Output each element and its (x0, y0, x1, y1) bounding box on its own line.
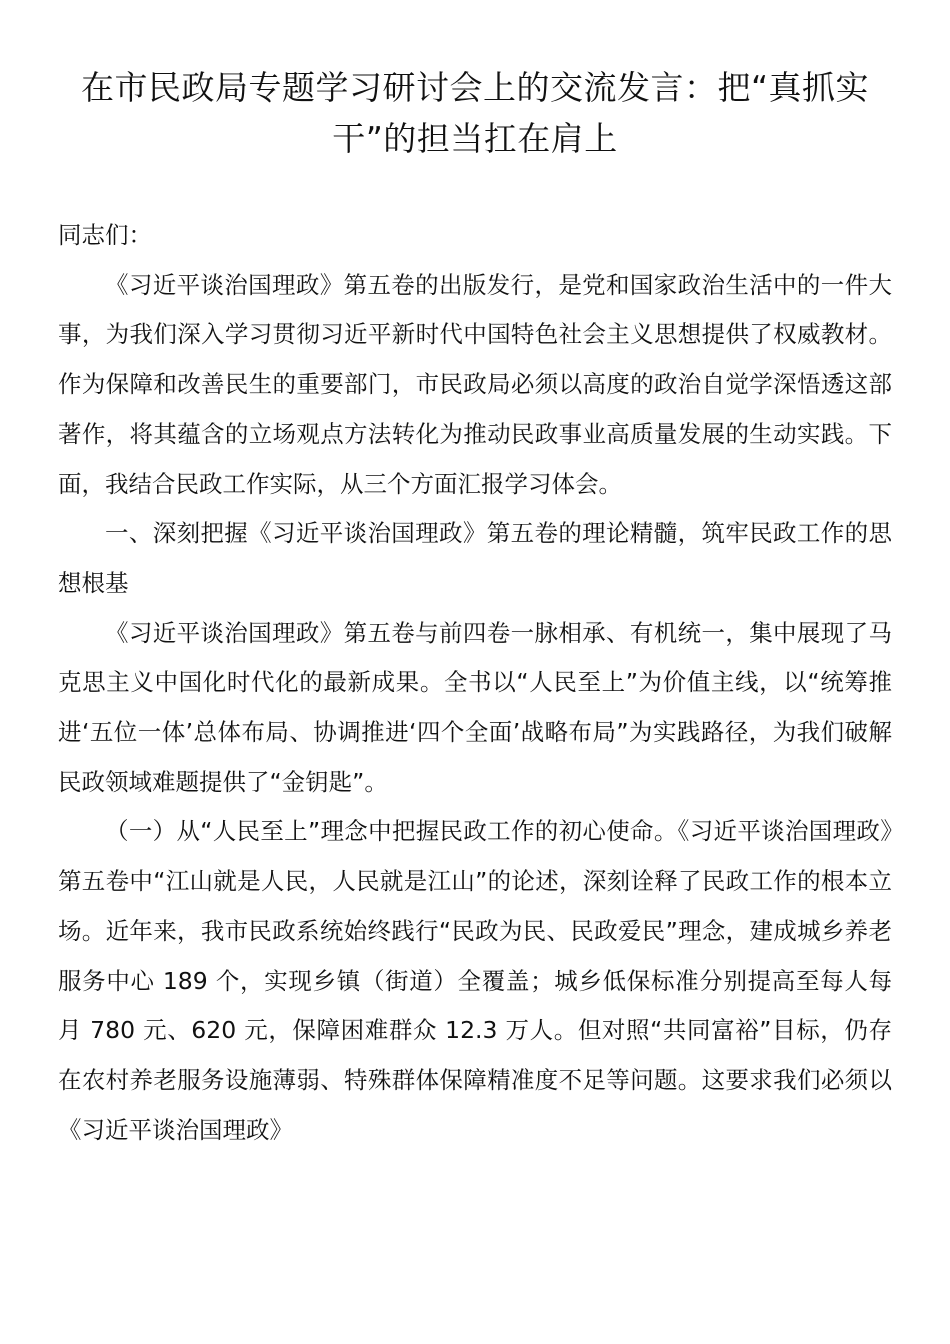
salutation: 同志们： (58, 221, 152, 249)
paragraph-section-1: 《习近平谈治国理政》第五卷与前四卷一脉相承、有机统一，集中展现了马克思主义中国化时代化的最新成果。全书以“人民至上”为价值主线，以“统筹推进‘五位一体’总体布局、协调推进‘四个全面’战略布局”为实践路径，为我们破解民政领域难题提供了“金钥匙”。 (58, 618, 892, 796)
paragraph-subsection-1: （一）从“人民至上”理念中把握民政工作的初心使命。《习近平谈治国理政》第五卷中“江山就是人民，人民就是江山”的论述，深刻诠释了民政工作的根本立场。近年来，我市民政系统始终践行“民政为民、民政爱民”理念，建成城乡养老服务中心 189 个，实现乡镇（街道）全覆盖；城乡低保标准分别提高至每人每月 780 元、620 元，保障困难群众 12.3 万人。但对照“共同富裕”目标，仍存在农村养老服务设施薄弱、特殊群体保障精准度不足等问题。这要求我们必须以《习近平谈治国理政》 (58, 817, 892, 1144)
document-body (58, 211, 892, 1155)
paragraph-intro: 《习近平谈治国理政》第五卷的出版发行，是党和国家政治生活中的一件大事，为我们深入学习贯彻习近平新时代中国特色社会主义思想提供了权威教材。作为保障和改善民生的重要部门，市民政局必须以高度的政治自觉学深悟透这部著作，将其蕴含的立场观点方法转化为推动民政事业高质量发展的生动实践。下面，我结合民政工作实际，从三个方面汇报学习体会。 (58, 270, 892, 498)
section-heading-1: 一、深刻把握《习近平谈治国理政》第五卷的理论精髓，筑牢民政工作的思想根基 (58, 519, 892, 597)
document-title: 在市民政局专题学习研讨会上的交流发言：把“真抓实干”的担当扛在肩上 (80, 68, 870, 158)
